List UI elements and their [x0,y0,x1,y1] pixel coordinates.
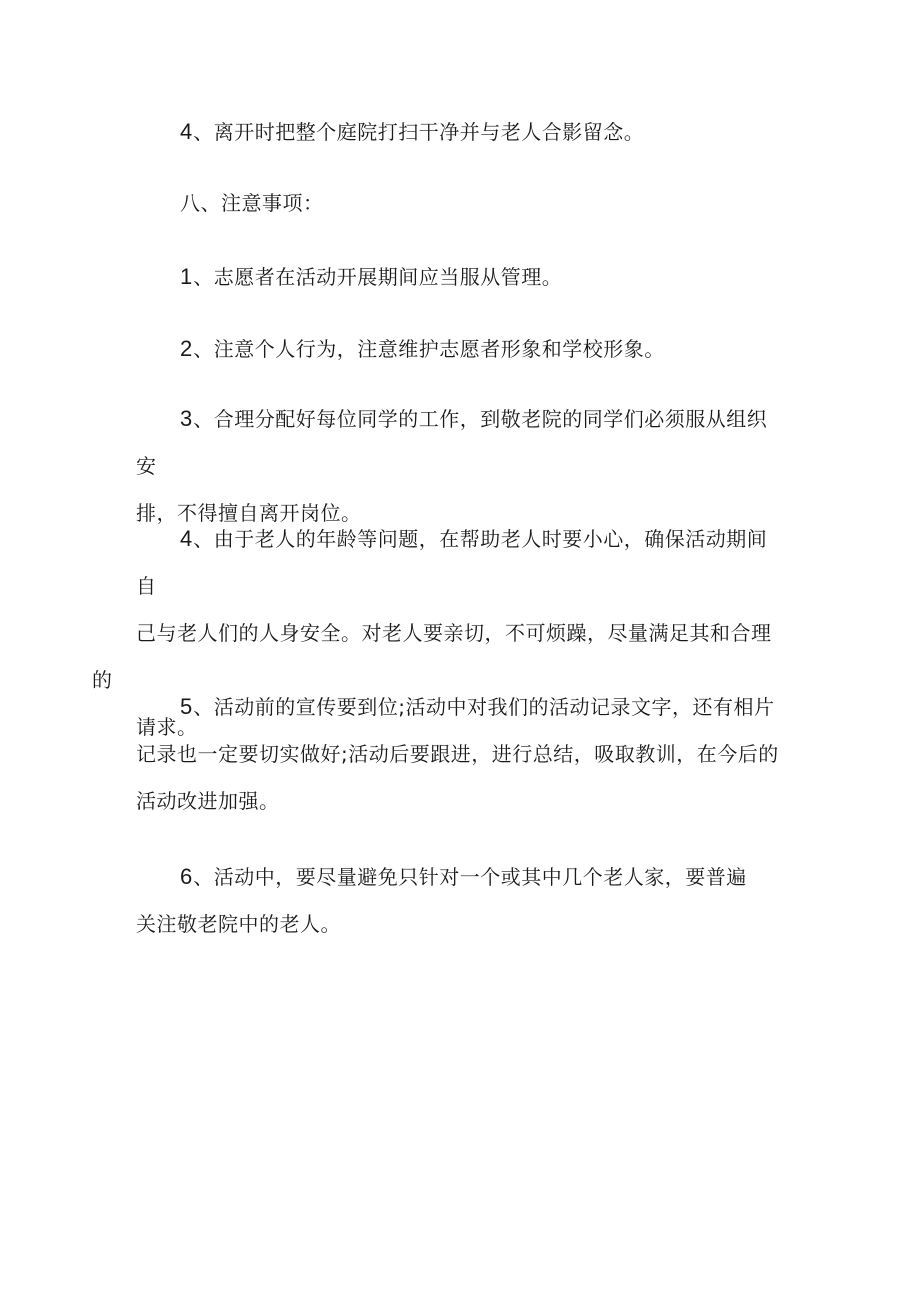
paragraph-6 [136,853,786,948]
item-number: 5 [180,694,194,719]
paragraph-line [136,108,786,156]
paragraph-line [136,395,786,490]
item-number: 2 [180,336,194,361]
line-text: 、活动中，要尽量避免只针对一个或其中几个老人家，要普遍 [193,865,747,889]
paragraph-line [92,901,786,948]
paragraph-line [136,853,786,901]
item-number: 1 [180,264,194,289]
line-text: 关注敬老院中的老人。 [136,912,341,936]
item-number: 4 [180,119,194,144]
line-text: 、注意个人行为，注意维护志愿者形象和学校形象。 [193,337,665,361]
paragraph-line [136,253,786,301]
line-text: 、离开时把整个庭院打扫干净并与老人合影留念。 [193,120,645,144]
line-text: 排，不得擅自离开岗位。 [136,501,362,525]
paragraph-1 [136,253,786,301]
line-text: 、活动前的宣传要到位;活动中对我们的活动记录文字，还有相片 [193,695,775,719]
paragraph-line [136,325,786,373]
paragraph-line [136,515,786,610]
line-text: 、由于老人的年龄等问题，在帮助老人时要小心，确保活动期间自 [136,527,768,598]
paragraph-line [136,683,786,731]
line-text: 八、注意事项： [180,191,324,215]
paragraph-4-leave [136,108,786,156]
paragraph-2 [136,325,786,373]
line-text: 活动改进加强。 [136,789,280,813]
paragraph-5 [136,683,786,825]
item-number: 6 [180,864,194,889]
paragraph-line [92,778,786,825]
line-text: 请求。 [136,715,198,739]
paragraph-line [136,180,786,227]
line-text: 己与老人们的人身安全。对老人要亲切，不可烦躁，尽量满足其和合理的 [92,621,772,692]
section-heading-notes [136,180,786,227]
line-text: 、志愿者在活动开展期间应当服从管理。 [193,265,563,289]
line-text: 、合理分配好每位同学的工作，到敬老院的同学们必须服从组织安 [136,407,768,478]
paragraph-line [92,731,786,778]
item-number: 3 [180,406,194,431]
line-text: 记录也一定要切实做好;活动后要跟进，进行总结，吸取教训，在今后的 [136,742,779,766]
item-number: 4 [180,526,194,551]
